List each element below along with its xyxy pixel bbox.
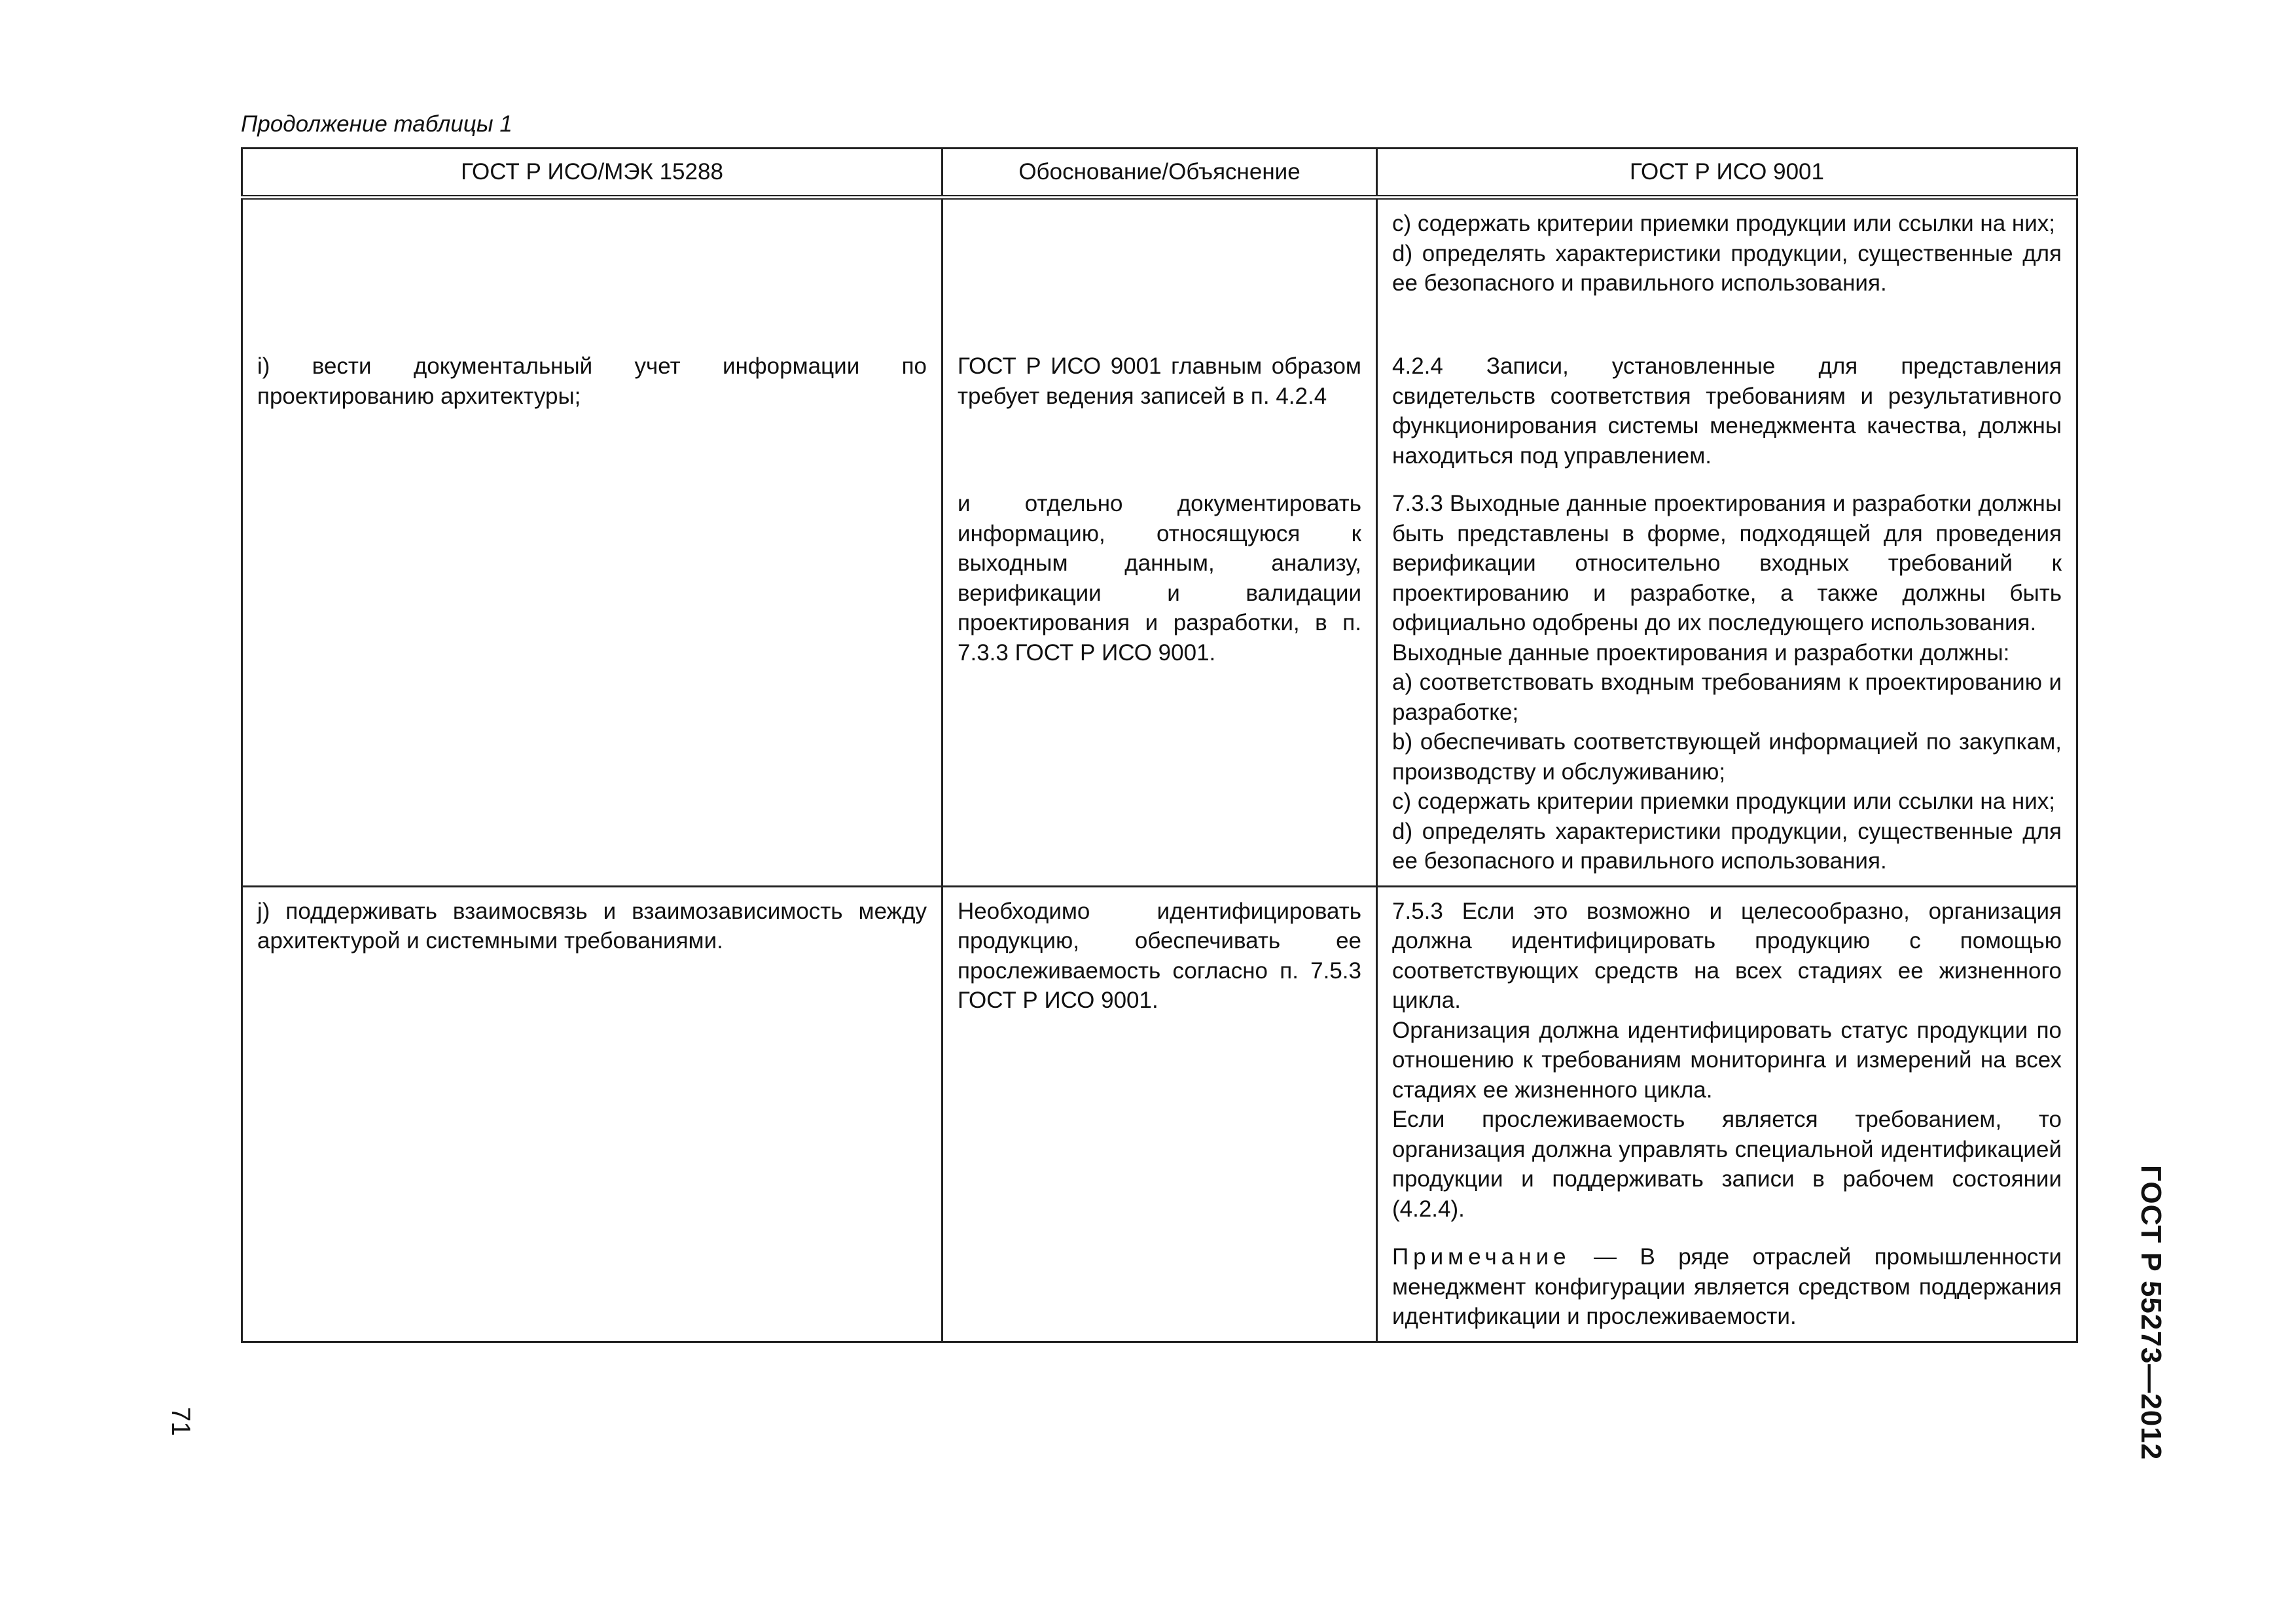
iso9001-clause-7-3-3: 7.3.3 Выходные данные проектирования и разработки должны быть представлены в форме, подходящей для проведения верификации относительно входных требований к проектированию и разработке, а также должны быть официально одобрены до их последующего использования. Выходные данные проектирования и разработки должны: a) соответствовать входным требованиям к проектированию и разработке; b) обеспечивать соответствующей информацией по закупкам, производству и обслуживанию; c) содержать критерии приемки продукции или ссылки на них; d) определять характеристики продукции, существенные для ее безопасного и правильного использования. bbox=[1392, 491, 2062, 874]
cell-15288 bbox=[242, 198, 942, 887]
note-label: Примечание bbox=[1392, 1244, 1571, 1270]
requirement-i-text: i) вести документальный учет информации по проектированию архитектуры; bbox=[257, 353, 927, 409]
table-row bbox=[242, 198, 2077, 887]
note-text: — В ряде отраслей промышленности менеджмент конфигурации является средством поддержания идентификации и прослеживаемости. bbox=[1392, 1244, 2062, 1329]
standard-designation: ГОСТ Р 55273—2012 bbox=[2135, 1165, 2167, 1461]
cell-15288 bbox=[242, 886, 942, 1342]
justification-j-text: Необходимо идентифицировать продукцию, обеспечивать ее прослеживаемость согласно п. 7.5.3 ГОСТ Р ИСО 9001. bbox=[958, 898, 1361, 1013]
justification-i-part-b: и отдельно документировать информацию, относящуюся к выходным данным, анализу, верификации и валидации проектирования и разработки, в п. 7.3.3 ГОСТ Р ИСО 9001. bbox=[958, 491, 1361, 666]
header-justification: Обоснование/Объяснение bbox=[942, 149, 1377, 198]
cell-justification bbox=[942, 198, 1377, 887]
header-gost-iso-9001: ГОСТ Р ИСО 9001 bbox=[1377, 149, 2077, 198]
requirement-j-text: j) поддерживать взаимосвязь и взаимозависимость между архитектурой и системными требованиями. bbox=[257, 898, 927, 954]
cell-gost-9001 bbox=[1377, 198, 2077, 887]
comparison-table bbox=[241, 147, 2078, 1343]
cell-justification bbox=[942, 886, 1377, 1342]
page-number: 71 bbox=[166, 1407, 195, 1436]
header-gost-iso-iec-15288: ГОСТ Р ИСО/МЭК 15288 bbox=[242, 149, 942, 198]
justification-i-part-a: ГОСТ Р ИСО 9001 главным образом требует ведения записей в п. 4.2.4 bbox=[958, 353, 1361, 409]
table-row bbox=[242, 886, 2077, 1342]
table-header-row bbox=[242, 149, 2077, 198]
iso9001-continued-text: c) содержать критерии приемки продукции или ссылки на них; d) определять характеристики продукции, существенные для ее безопасного и правильного использования. bbox=[1392, 211, 2062, 296]
cell-gost-9001 bbox=[1377, 886, 2077, 1342]
iso9001-note bbox=[1378, 1242, 2076, 1332]
iso9001-clause-7-5-3: 7.5.3 Если это возможно и целесообразно, организация должна идентифицировать продукцию с помощью соответствующих средств на всех стадиях ее жизненного цикла. Организация должна идентифицировать статус продукции по отношению к требованиям мониторинга и измерений на всех стадиях ее жизненного цикла. Если прослеживаемость является требованием, то организация должна управлять специальной идентификацией продукции и поддерживать записи в рабочем состоянии (4.2.4). bbox=[1392, 898, 2062, 1222]
iso9001-clause-4-2-4: 4.2.4 Записи, установленные для представления свидетельств соответствия требованиям и результативного функционирования системы менеджмента качества, должны находиться под управлением. bbox=[1392, 353, 2062, 469]
table-continuation-caption: Продолжение таблицы 1 bbox=[241, 111, 512, 137]
